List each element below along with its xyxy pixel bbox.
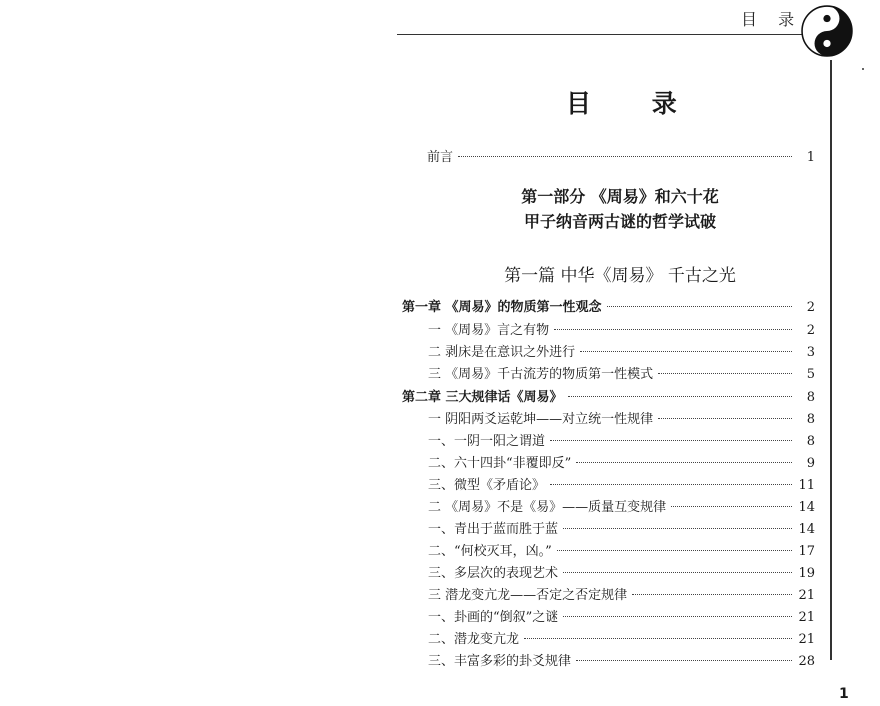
- toc-entry-page: 21: [798, 632, 815, 647]
- toc-entry-title: 三 《周易》千古流芳的物质第一性模式: [428, 367, 654, 382]
- toc-entry-title: 三、多层次的表现艺术: [428, 566, 559, 581]
- leader-dots: [607, 306, 792, 307]
- leader-dots: [550, 484, 792, 485]
- toc-row: [428, 408, 815, 428]
- toc-entry-page: 8: [806, 412, 815, 427]
- toc-entry-title: 第一章 《周易》的物质第一性观念: [402, 300, 602, 315]
- toc-entry-title: 二 剥床是在意识之外进行: [428, 345, 576, 360]
- toc-row: [428, 341, 815, 361]
- leader-dots: [580, 351, 792, 352]
- page-number: 1: [839, 686, 849, 702]
- leader-dots: [632, 594, 792, 595]
- toc-entry-page: 1: [806, 150, 815, 165]
- leader-dots: [658, 418, 792, 419]
- leader-dots: [557, 550, 792, 551]
- leader-dots: [658, 373, 792, 374]
- header-title: 目 录: [741, 10, 803, 29]
- toc-entry-title: 第二章 三大规律话《周易》: [402, 390, 563, 405]
- toc-entry-page: 14: [798, 500, 815, 515]
- toc-row: [428, 584, 815, 604]
- toc-entry-page: 8: [806, 434, 815, 449]
- toc-entry-title: 前言: [427, 150, 454, 165]
- leader-dots: [554, 329, 792, 330]
- leader-dots: [458, 156, 792, 157]
- toc-row: [427, 146, 815, 166]
- toc-row: [428, 650, 815, 670]
- toc-chapter-row: [402, 386, 815, 406]
- toc-entry-page: 21: [798, 588, 815, 603]
- toc-row: [428, 430, 815, 450]
- leader-dots: [550, 440, 792, 441]
- leader-dots: [671, 506, 792, 507]
- header-rule: [397, 34, 807, 35]
- part-title-line-1: 第一部分 《周易》和六十花: [521, 187, 719, 206]
- toc-entry-page: 17: [798, 544, 815, 559]
- toc-entry-page: 11: [798, 478, 815, 493]
- toc-row: [428, 496, 815, 516]
- toc-entry-title: 三、微型《矛盾论》: [428, 478, 546, 493]
- toc-row: [428, 518, 815, 538]
- leader-dots: [576, 462, 792, 463]
- toc-entry-page: 3: [806, 345, 815, 360]
- toc-row: [428, 319, 815, 339]
- leader-dots: [568, 396, 792, 397]
- toc-row: [428, 606, 815, 626]
- page-title: 目 录: [566, 89, 703, 118]
- toc-entry-page: 2: [806, 300, 815, 315]
- toc-entry-title: 一 阴阳两爻运乾坤——对立统一性规律: [428, 412, 654, 427]
- part-title-line-2: 甲子纳音两古谜的哲学试破: [523, 212, 716, 231]
- toc-entry-page: 21: [798, 610, 815, 625]
- leader-dots: [563, 572, 792, 573]
- leader-dots: [576, 660, 792, 661]
- leader-dots: [524, 638, 792, 639]
- toc-chapter-row: [402, 296, 815, 316]
- toc-entry-page: 19: [798, 566, 815, 581]
- section-title: 第一篇 中华《周易》 千古之光: [504, 266, 736, 286]
- toc-row: [428, 452, 815, 472]
- toc-entry-page: 28: [798, 654, 815, 669]
- yin-yang-icon: [801, 5, 853, 57]
- toc-entry-title: 三 潜龙变亢龙——否定之否定规律: [428, 588, 628, 603]
- toc-row: [428, 363, 815, 383]
- toc-entry-title: 三、丰富多彩的卦爻规律: [428, 654, 572, 669]
- toc-entry-title: 一 《周易》言之有物: [428, 323, 550, 338]
- toc-entry-title: 二、潜龙变亢龙: [428, 632, 520, 647]
- toc-entry-page: 8: [806, 390, 815, 405]
- toc-entry-page: 9: [806, 456, 815, 471]
- toc-row: [428, 474, 815, 494]
- toc-entry-title: 一、一阴一阳之谓道: [428, 434, 546, 449]
- leader-dots: [563, 528, 792, 529]
- toc-entry-page: 14: [798, 522, 815, 537]
- vertical-rule: [830, 60, 832, 660]
- toc-row: [428, 562, 815, 582]
- toc-entry-page: 2: [806, 323, 815, 338]
- toc-entry-title: 一、卦画的“倒叙”之谜: [428, 610, 559, 625]
- toc-entry-title: 一、青出于蓝而胜于蓝: [428, 522, 559, 537]
- leader-dots: [563, 616, 792, 617]
- toc-entry-page: 5: [806, 367, 815, 382]
- speck: [862, 68, 864, 70]
- toc-row: [428, 628, 815, 648]
- toc-row: [428, 540, 815, 560]
- toc-entry-title: 二、六十四卦“非覆即反”: [428, 456, 572, 471]
- toc-entry-title: 二 《周易》不是《易》——质量互变规律: [428, 500, 667, 515]
- toc-entry-title: 二、“何校灭耳，凶。”: [428, 544, 552, 559]
